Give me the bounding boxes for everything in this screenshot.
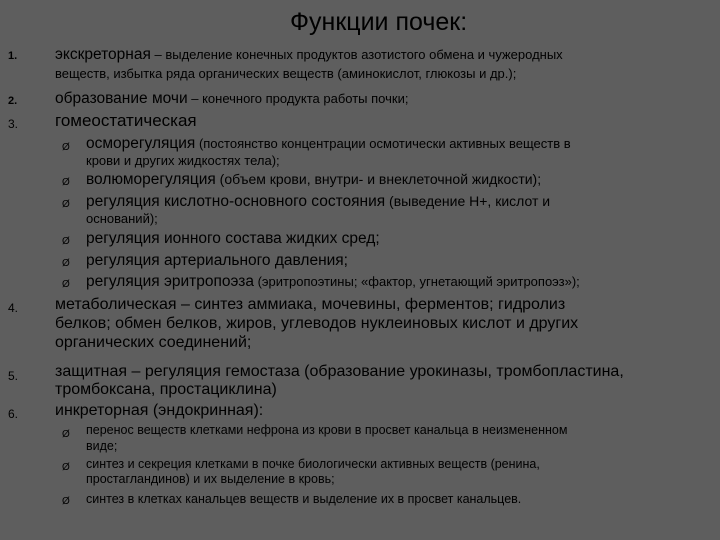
list-item (86, 274, 580, 291)
item-text-line2: виде; (86, 439, 118, 453)
list-item: регуляция ионного состава жидких сред; (86, 230, 380, 247)
bullet-icon: Ø (62, 496, 70, 507)
bullet-icon: Ø (62, 177, 70, 188)
item-number: 2. (8, 95, 18, 107)
list-item (86, 136, 571, 153)
item-number: 5. (8, 369, 19, 383)
item-head: экскреторная (55, 46, 151, 63)
list-item: синтез в клетках канальцев веществ и выделение их в просвет канальцев. (86, 492, 522, 506)
item-text: – выделение конечных продуктов азотистого обмена и чужеродных (150, 47, 563, 62)
item-head: регуляция эритропоэза (86, 273, 254, 290)
list-item: инкреторная (эндокринная): (55, 402, 264, 419)
item-text: – конечного продукта работы почки; (187, 91, 409, 106)
item-text-line2: простагландинов) и их выделение в кровь; (86, 472, 335, 486)
item-text: (выведение Н+, кислот и (385, 193, 551, 209)
item-head: регуляция кислотно-основного состояния (86, 193, 386, 210)
item-head: образование мочи (55, 90, 188, 107)
list-item (86, 194, 550, 211)
item-text-line2: крови и других жидкостях тела); (86, 153, 280, 168)
item-number: 4. (8, 301, 19, 315)
list-item: перенос веществ клетками нефрона из крови в просвет канальца в неизмененном (86, 423, 568, 437)
item-head: волюморегуляция (86, 171, 216, 188)
list-item (86, 172, 541, 189)
list-item: синтез и секреция клетками в почке биологически активных веществ (ренина, (86, 457, 540, 471)
bullet-icon: Ø (62, 429, 70, 440)
list-item (55, 363, 624, 380)
list-item (55, 91, 408, 108)
list-item (55, 47, 563, 64)
item-text-line2: тромбоксана, простациклина) (55, 381, 277, 398)
bullet-icon: Ø (62, 258, 70, 269)
list-item: регуляция артериального давления; (86, 252, 348, 269)
item-text: – регуляция гемостаза (образование урокиназы, тромбопластина, (127, 363, 624, 380)
bullet-icon: Ø (62, 142, 70, 153)
item-text: (эритропоэтины; «фактор, угнетающий эритропоэз»); (253, 274, 580, 289)
bullet-icon: Ø (62, 279, 70, 290)
bullet-icon: Ø (62, 199, 70, 210)
item-head: осморегуляция (86, 135, 196, 152)
item-text-line2: веществ, избытка ряда органических веществ (аминокислот, глюкозы и др.); (55, 66, 517, 81)
item-text-line2: белков; обмен белков, жиров, углеводов нуклеиновых кислот и других (55, 315, 579, 332)
list-item: метаболическая – синтез аммиака, мочевины, ферментов; гидролиз (55, 296, 566, 313)
item-text: (постоянство концентрации осмотически активных веществ в (195, 136, 571, 151)
item-head: защитная (55, 363, 128, 380)
page-title: Функции почек: (290, 8, 468, 36)
item-text: (объем крови, внутри- и внеклеточной жидкости); (215, 171, 542, 187)
bullet-icon: Ø (62, 236, 70, 247)
list-item: гомеостатическая (55, 111, 197, 130)
item-text-line2: оснований); (86, 211, 158, 226)
item-number: 3. (8, 117, 19, 131)
item-number: 1. (8, 50, 18, 62)
item-number: 6. (8, 407, 19, 421)
item-text-line3: органических соединений; (55, 334, 252, 351)
bullet-icon: Ø (62, 462, 70, 473)
